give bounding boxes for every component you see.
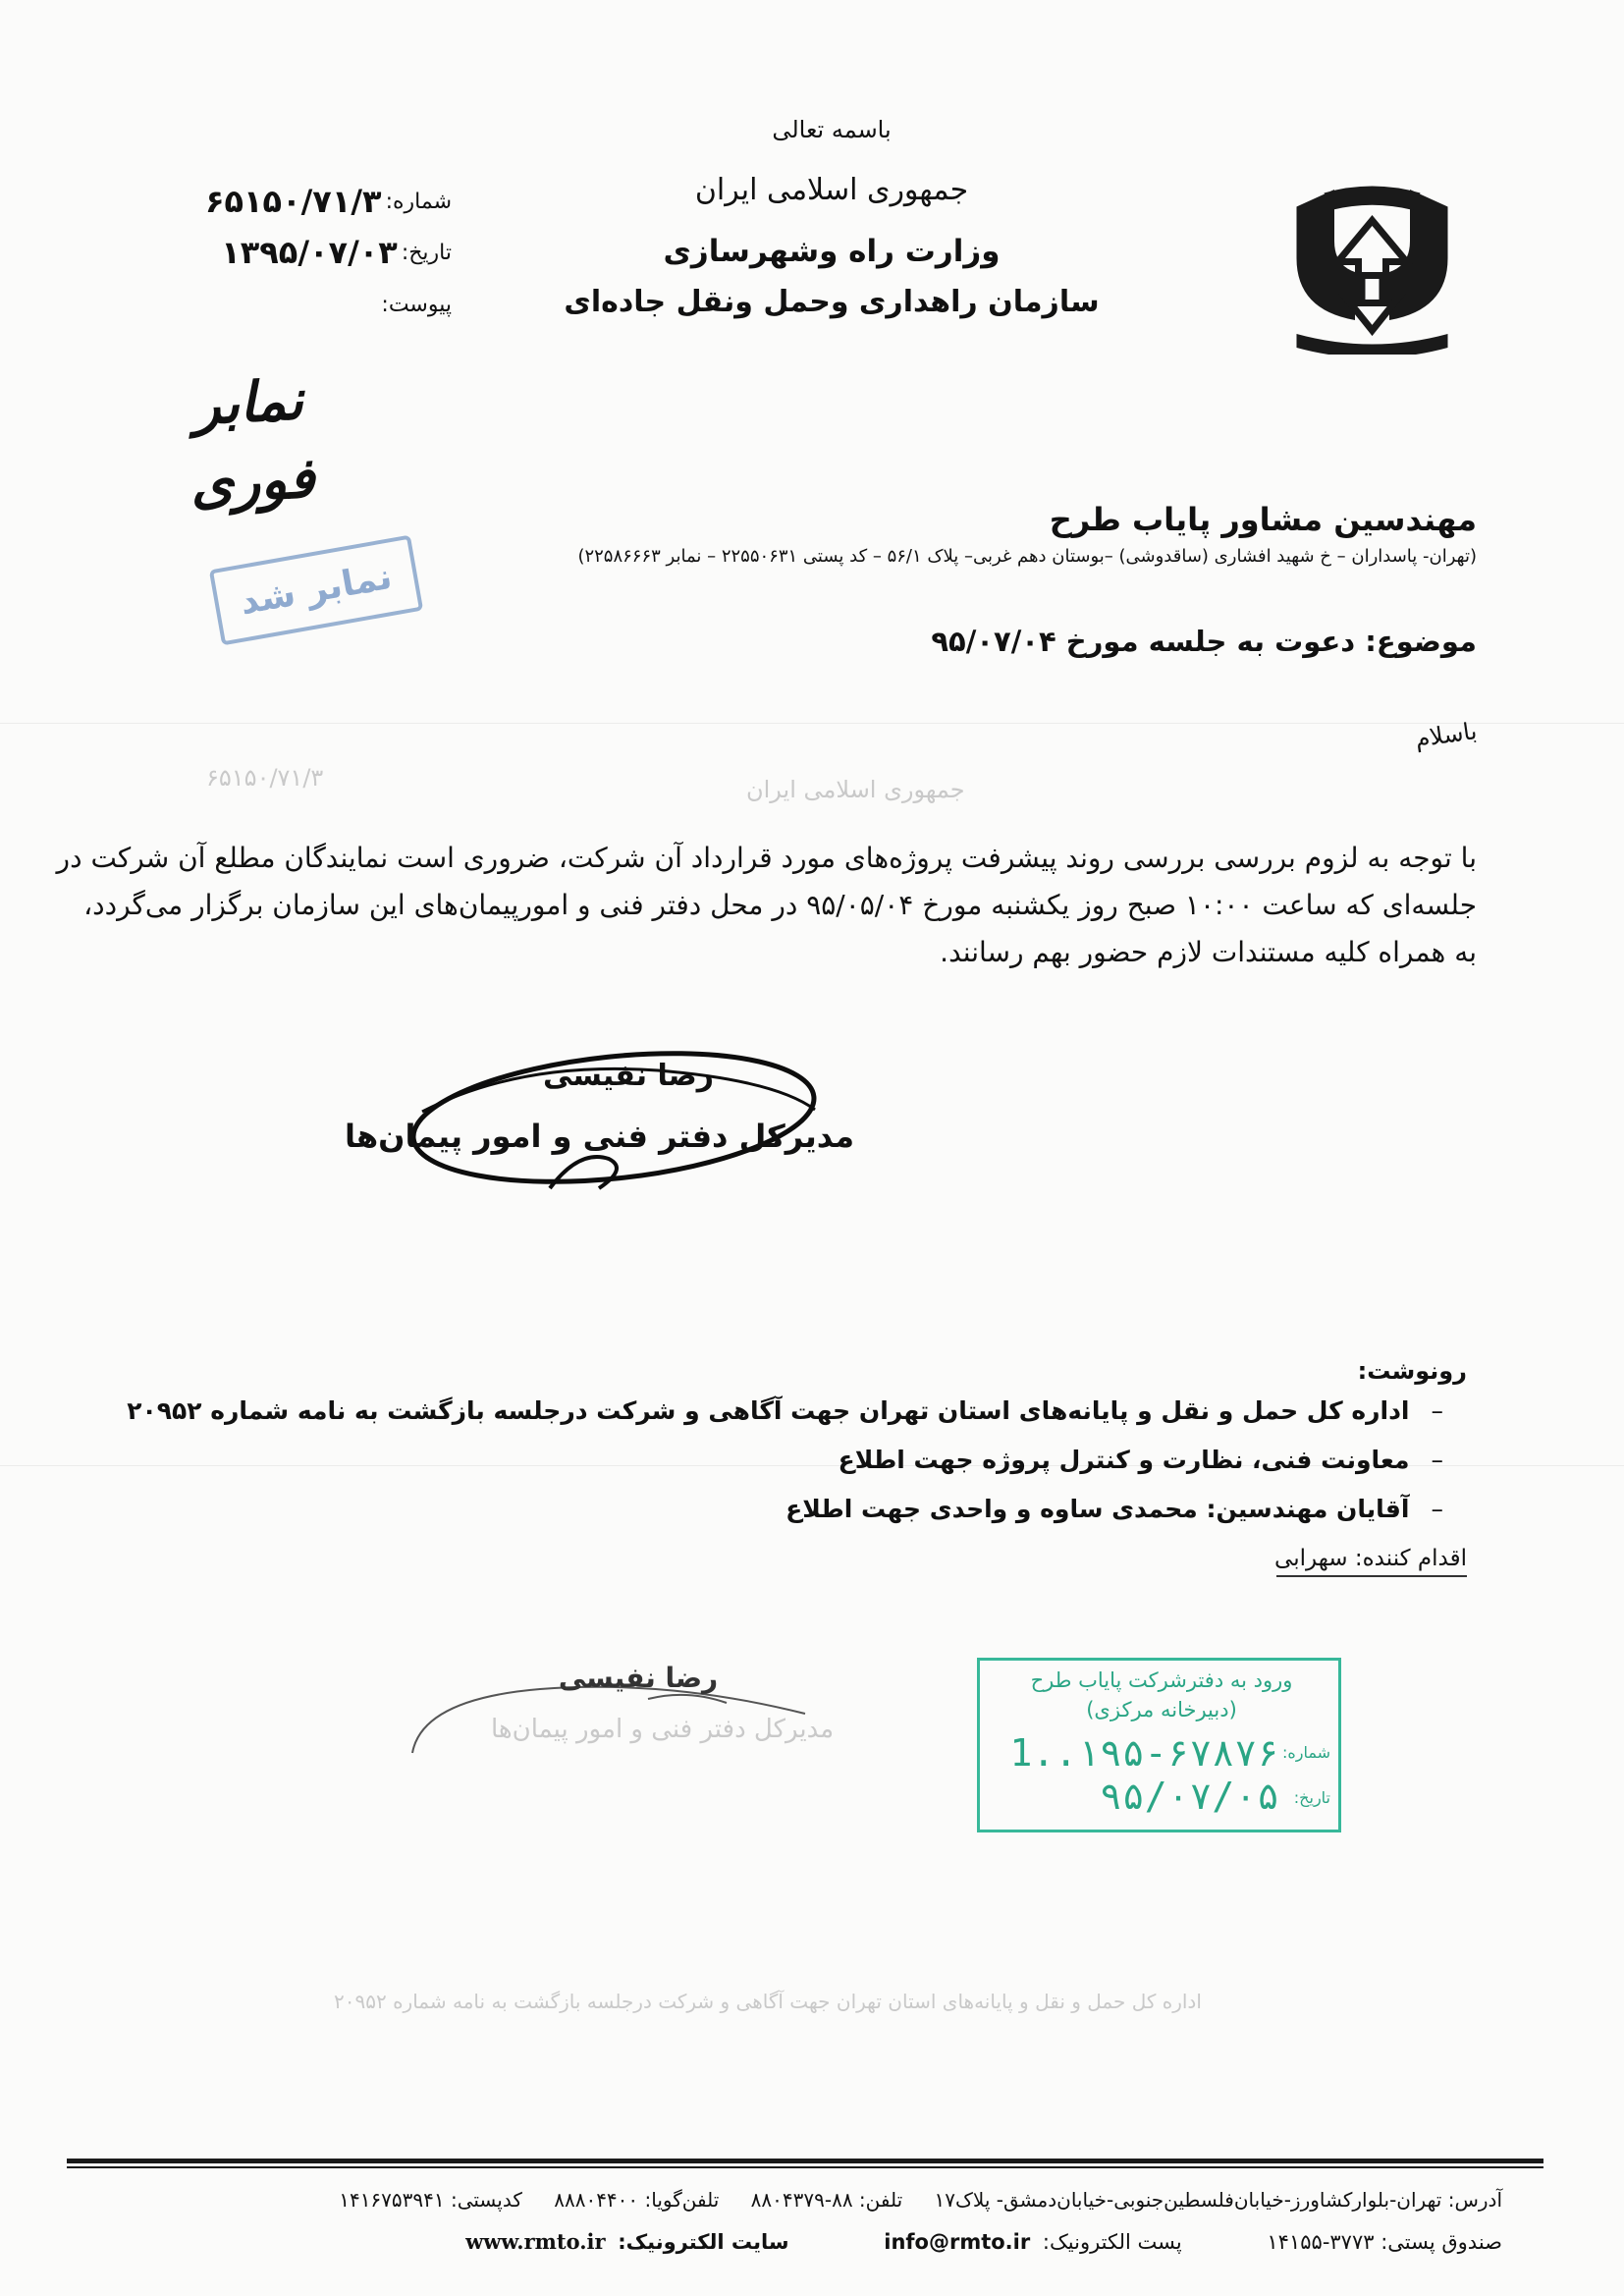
entry-number-value: 1..۱۹۵-۶۷۸۷۶ [1009, 1731, 1279, 1775]
paper-fold [0, 723, 1624, 724]
organization-heading: سازمان راهداری وحمل ونقل جاده‌ای [564, 285, 1100, 319]
signer-title: مدیرکل دفتر فنی و امور پیمان‌ها [344, 1118, 854, 1155]
footer-phone: تلفن: ۸۸-۸۸۰۴۳۷۹ [750, 2188, 903, 2212]
footer-email-label: پست الکترونیک: [1042, 2230, 1182, 2254]
footer-address: آدرس: تهران-بلوارکشاورز-خیابان‌فلسطین‌جنوبی-خیابان‌دمشق- پلاک۱۷ [934, 2188, 1502, 2212]
signer-title-faint: مدیرکل دفتر فنی و امور پیمان‌ها [491, 1715, 835, 1744]
cc-item-text: معاونت فنی، نظارت و کنترل پروژه جهت اطلاع [838, 1446, 1410, 1474]
cc-item [127, 1396, 1443, 1425]
entry-stamp-title: ورود به دفترشرکت پایاب طرح [1030, 1668, 1293, 1692]
recipient-address: (تهران- پاسداران – خ شهید افشاری (ساقدوشی) –بوستان دهم غربی– پلاک ۵۶/۱ – کد پستی ۲۲۵۵۰۶۳۱ – نمابر ۲۲۵۸۶۶۶۳) [577, 546, 1477, 567]
footer-rule [67, 2159, 1543, 2163]
entry-registration-stamp [977, 1658, 1341, 1832]
handwritten-urgent-fax-note: نمابر فوری [189, 367, 317, 518]
number-label: شماره: [385, 189, 452, 214]
footer-contact-line [108, 2188, 1502, 2212]
cc-item-text: آقایان مهندسین: محمدی ساوه و واحدی جهت اطلاع [785, 1495, 1410, 1523]
entry-stamp-subtitle: (دبیرخانه مرکزی) [1086, 1698, 1237, 1722]
letter-attachment [157, 293, 452, 336]
fax-sent-stamp: نمابر شد [209, 535, 423, 646]
rmto-logo [1286, 183, 1458, 355]
footer-voice-phone: تلفن‌گویا: ۸۸۸۰۴۴۰۰ [554, 2188, 720, 2212]
bleed-through-text: اداره کل حمل و نقل و پایانه‌های استان تهران جهت آگاهی و شرکت درجلسه بازگشت به نامه شماره ۲۰۹۵۲ [334, 1990, 1202, 2013]
footer-website-label: سایت الکترونیک: [618, 2230, 789, 2254]
body-line: با توجه به لزوم بررسی بررسی روند پیشرفت پروژه‌های مورد قرارداد آن شرکت، ضروری است نمایندگان مطلع آن شرکت در [56, 842, 1477, 874]
cc-item [295, 1495, 1443, 1523]
footer-rule [67, 2166, 1543, 2168]
number-value: ۶۵۱۵۰/۷۱/۳ [204, 183, 382, 220]
footer-po-box: صندوق پستی: ۳۷۷۳-۱۴۱۵۵ [1267, 2230, 1502, 2254]
date-label: تاریخ: [401, 240, 452, 265]
cc-label: رونوشت: [1357, 1357, 1467, 1385]
basmala-heading: باسمه تعالی [772, 116, 892, 143]
letter-date [157, 234, 452, 277]
cc-dash: – [1431, 1446, 1443, 1474]
letter-subject: موضوع: دعوت به جلسه مورخ ۹۵/۰۷/۰۴ [931, 625, 1477, 658]
action-by-underline [1276, 1575, 1467, 1577]
greeting: باسلام [1413, 717, 1479, 753]
entry-date-value: ۹۵/۰۷/۰۵ [1099, 1775, 1279, 1818]
footer-online-line [108, 2229, 1502, 2254]
republic-heading: جمهوری اسلامی ایران [694, 173, 969, 207]
attachment-label: پیوست: [381, 293, 452, 317]
letter-number [157, 183, 452, 226]
bleed-through-text: ۶۵۱۵۰/۷۱/۳ [206, 764, 324, 792]
signer-name-copy: رضا نفیسی [558, 1662, 719, 1694]
letter-body [56, 835, 1477, 976]
bleed-through-text: جمهوری اسلامی ایران [746, 776, 965, 803]
entry-number-label: شماره: [1281, 1743, 1330, 1762]
footer-postal-code: کدپستی: ۱۴۱۶۷۵۳۹۴۱ [339, 2188, 522, 2212]
action-by: اقدام کننده: سهرابی [1274, 1546, 1467, 1571]
signer-name: رضا نفیسی [543, 1059, 714, 1093]
body-line: جلسه‌ای که ساعت ۱۰:۰۰ صبح روز یکشنبه مورخ ۹۵/۰۵/۰۴ در محل دفتر فنی و امورپیمان‌های این سازمان برگزار می‌گردد، [83, 889, 1477, 921]
cc-item [295, 1446, 1443, 1474]
ministry-heading: وزارت راه وشهرسازی [663, 234, 1001, 269]
cc-dash: – [1431, 1495, 1443, 1523]
cc-item-text: اداره کل حمل و نقل و پایانه‌های استان تهران جهت آگاهی و شرکت درجلسه بازگشت به نامه شماره ۲۰۹۵۲ [127, 1396, 1410, 1425]
footer-email[interactable]: info@rmto.ir [884, 2230, 1031, 2254]
footer-website[interactable]: www.rmto.ir [465, 2229, 606, 2254]
cc-dash: – [1431, 1396, 1443, 1425]
body-line: به همراه کلیه مستندات لازم حضور بهم رسانند. [940, 936, 1477, 968]
date-value: ۱۳۹۵/۰۷/۰۳ [221, 234, 398, 271]
entry-date-label: تاریخ: [1293, 1788, 1330, 1807]
recipient-name: مهندسین مشاور پایاب طرح [1049, 501, 1477, 538]
